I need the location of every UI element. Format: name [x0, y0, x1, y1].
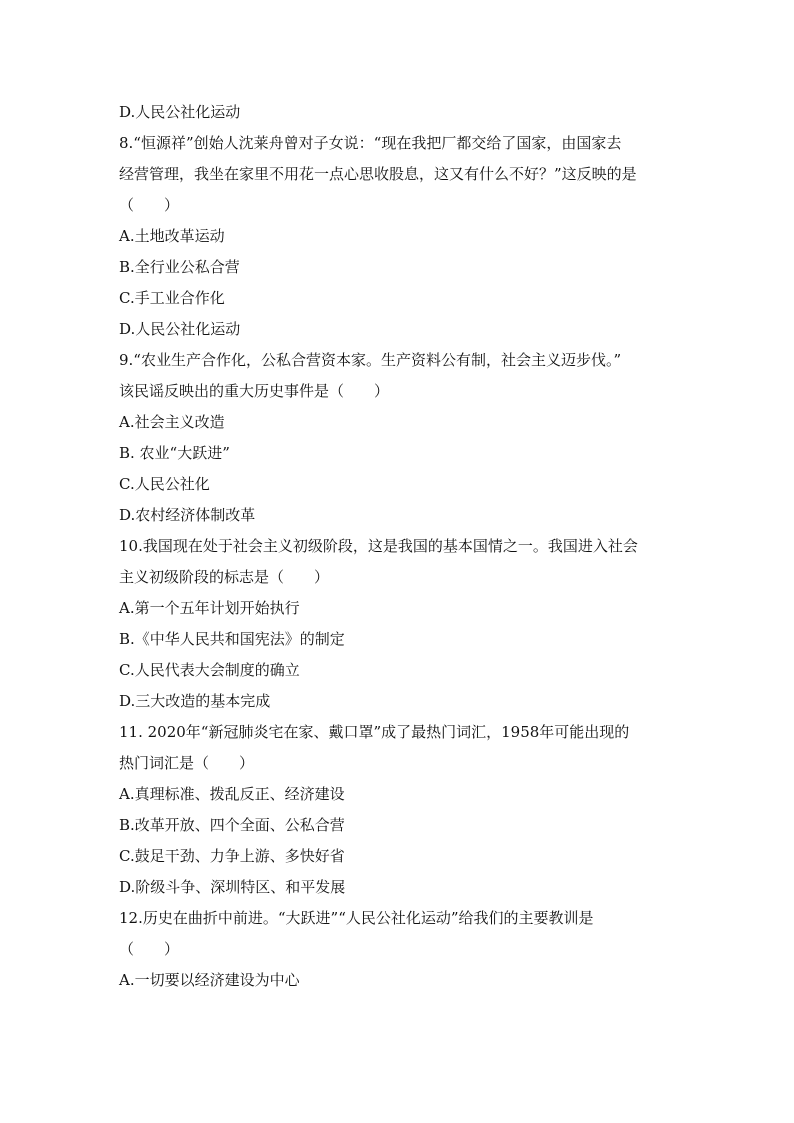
text-line: D.人民公社化运动: [119, 103, 241, 121]
text-line: D.阶级斗争、深圳特区、和平发展: [119, 878, 346, 896]
text-line: A.真理标准、拨乱反正、经济建设: [119, 785, 345, 803]
text-line: D.三大改造的基本完成: [119, 692, 271, 710]
text-line: C.人民代表大会制度的确立: [119, 661, 300, 679]
text-line: （ ）: [119, 196, 180, 214]
text-line: A.第一个五年计划开始执行: [119, 599, 300, 617]
question-text: [119, 97, 679, 996]
text-line: C.鼓足干劲、力争上游、多快好省: [119, 847, 345, 865]
text-line: A.社会主义改造: [119, 413, 225, 431]
text-line: 10.我国现在处于社会主义初级阶段，这是我国的基本国情之一。我国进入社会: [119, 537, 638, 555]
text-line: 12.历史在曲折中前进。“大跃进”“人民公社化运动”给我们的主要教训是: [119, 909, 594, 927]
text-line: B.《中华人民共和国宪法》的制定: [119, 630, 345, 648]
text-line: 热门词汇是（ ）: [119, 754, 255, 772]
text-line: 主义初级阶段的标志是（ ）: [119, 568, 330, 586]
text-line: 该民谣反映出的重大历史事件是（ ）: [119, 382, 390, 400]
text-line: 8.“恒源祥”创始人沈莱舟曾对子女说：“现在我把厂都交给了国家，由国家去: [119, 134, 622, 152]
text-line: B.全行业公私合营: [119, 258, 240, 276]
text-line: （ ）: [119, 940, 180, 958]
text-line: A.一切要以经济建设为中心: [119, 971, 300, 989]
text-line: B.改革开放、四个全面、公私合营: [119, 816, 345, 834]
text-line: 9.“农业生产合作化，公私合营资本家。生产资料公有制，社会主义迈步伐。”: [119, 351, 622, 369]
text-line: C.人民公社化: [119, 475, 210, 493]
text-line: 11. 2020年“新冠肺炎宅在家、戴口罩”成了最热门词汇，1958年可能出现的: [119, 723, 630, 741]
text-line: 经营管理，我坐在家里不用花一点心思收股息，这又有什么不好？”这反映的是: [119, 165, 637, 183]
text-line: B. 农业“大跃进”: [119, 444, 230, 462]
text-line: D.农村经济体制改革: [119, 506, 256, 524]
text-line: D.人民公社化运动: [119, 320, 241, 338]
text-line: A.土地改革运动: [119, 227, 225, 245]
text-line: C.手工业合作化: [119, 289, 225, 307]
